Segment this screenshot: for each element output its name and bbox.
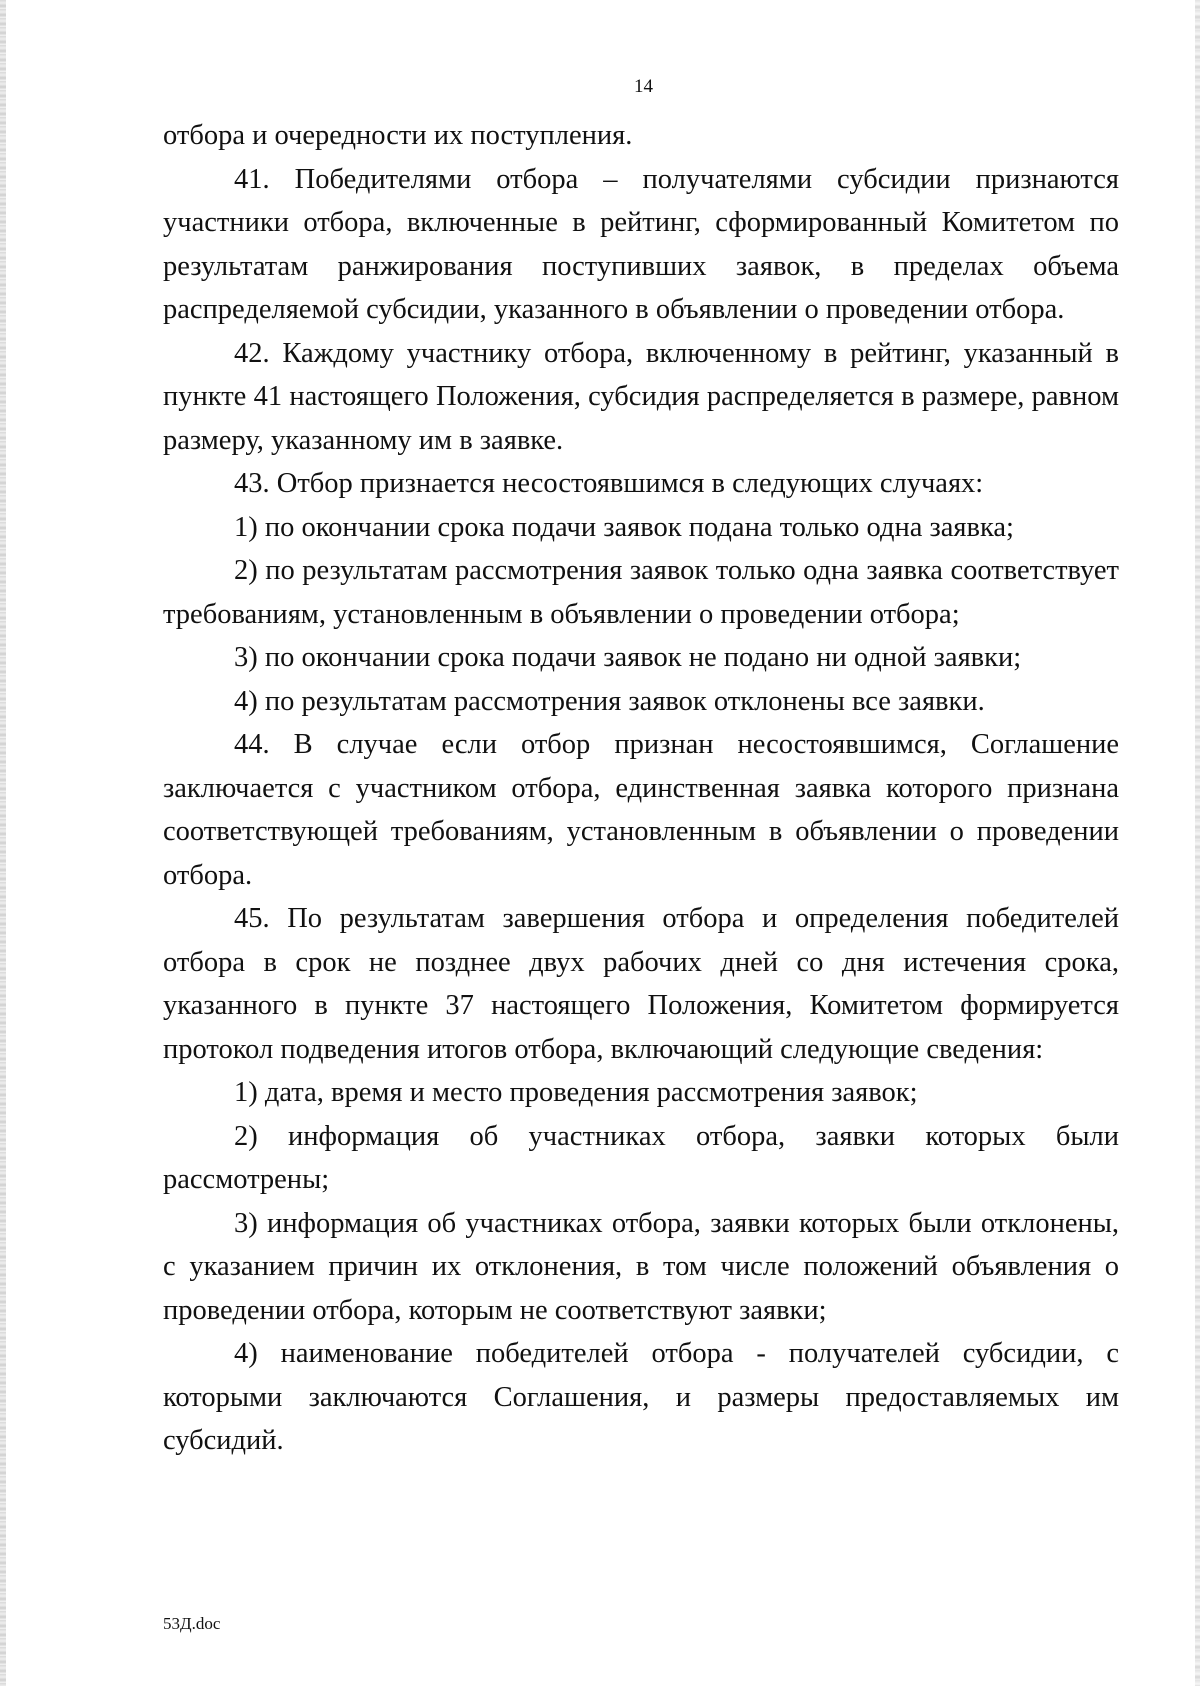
paragraph-43: 43. Отбор признается несостоявшимся в следующих случаях: — [234, 468, 984, 499]
paragraph-42: 42. Каждому участнику отбора, включенному в рейтинг, указанный в пункте 41 настоящего Положения, субсидия распределяется в размере, равном размеру, указанному им в заявке. — [163, 337, 1119, 456]
list-item-45-4: 4) наименование победителей отбора - получателей субсидии, с которыми заключаются Соглашения, и размеры предоставляемых им субсидий. — [163, 1338, 1119, 1456]
scan-edge-left — [0, 0, 6, 1686]
paragraph-44: 44. В случае если отбор признан несостоявшимся, Соглашение заключается с участником отбора, единственная заявка которого признана соответствующей требованиям, установленным в объявлении о проведении отбора. — [163, 729, 1119, 891]
list-item-45-2: 2) информация об участниках отбора, заявки которых были рассмотрены; — [163, 1120, 1119, 1195]
list-item-43-4: 4) по результатам рассмотрения заявок отклонены все заявки. — [234, 685, 985, 717]
paragraph-41: 41. Победителями отбора – получателями субсидии признаются участники отбора, включенные в рейтинг, сформированный Комитетом по результатам ранжирования поступивших заявок, в пределах объема распределяемой субсидии, указанного в объявлении о проведении отбора. — [163, 163, 1119, 325]
page-number: 14 — [634, 76, 653, 97]
paragraph-continuation: отбора и очередности их поступления. — [163, 120, 633, 151]
list-item-45-1: 1) дата, время и место проведения рассмотрения заявок; — [234, 1077, 918, 1108]
list-item-43-3: 3) по окончании срока подачи заявок не подано ни одной заявки; — [234, 642, 1022, 673]
list-item-43-1: 1) по окончании срока подачи заявок подана только одна заявка; — [234, 511, 1014, 543]
list-item-43-2: 2) по результатам рассмотрения заявок только одна заявка соответствует требованиям, установленным в объявлении о проведении отбора; — [163, 555, 1119, 630]
scan-edge-right — [1195, 0, 1200, 1686]
footer-filename: 53Д.doc — [163, 1614, 221, 1633]
list-item-45-3: 3) информация об участниках отбора, заявки которых были отклонены, с указанием причин их отклонения, в том числе положений объявления о проведении отбора, которым не соответствуют заявки; — [163, 1207, 1119, 1326]
paragraph-45: 45. По результатам завершения отбора и определения победителей отбора в срок не позднее двух рабочих дней со дня истечения срока, указанного в пункте 37 настоящего Положения, Комитетом формируется протокол подведения итогов отбора, включающий следующие сведения: — [163, 903, 1119, 1065]
document-body — [163, 114, 1119, 1463]
